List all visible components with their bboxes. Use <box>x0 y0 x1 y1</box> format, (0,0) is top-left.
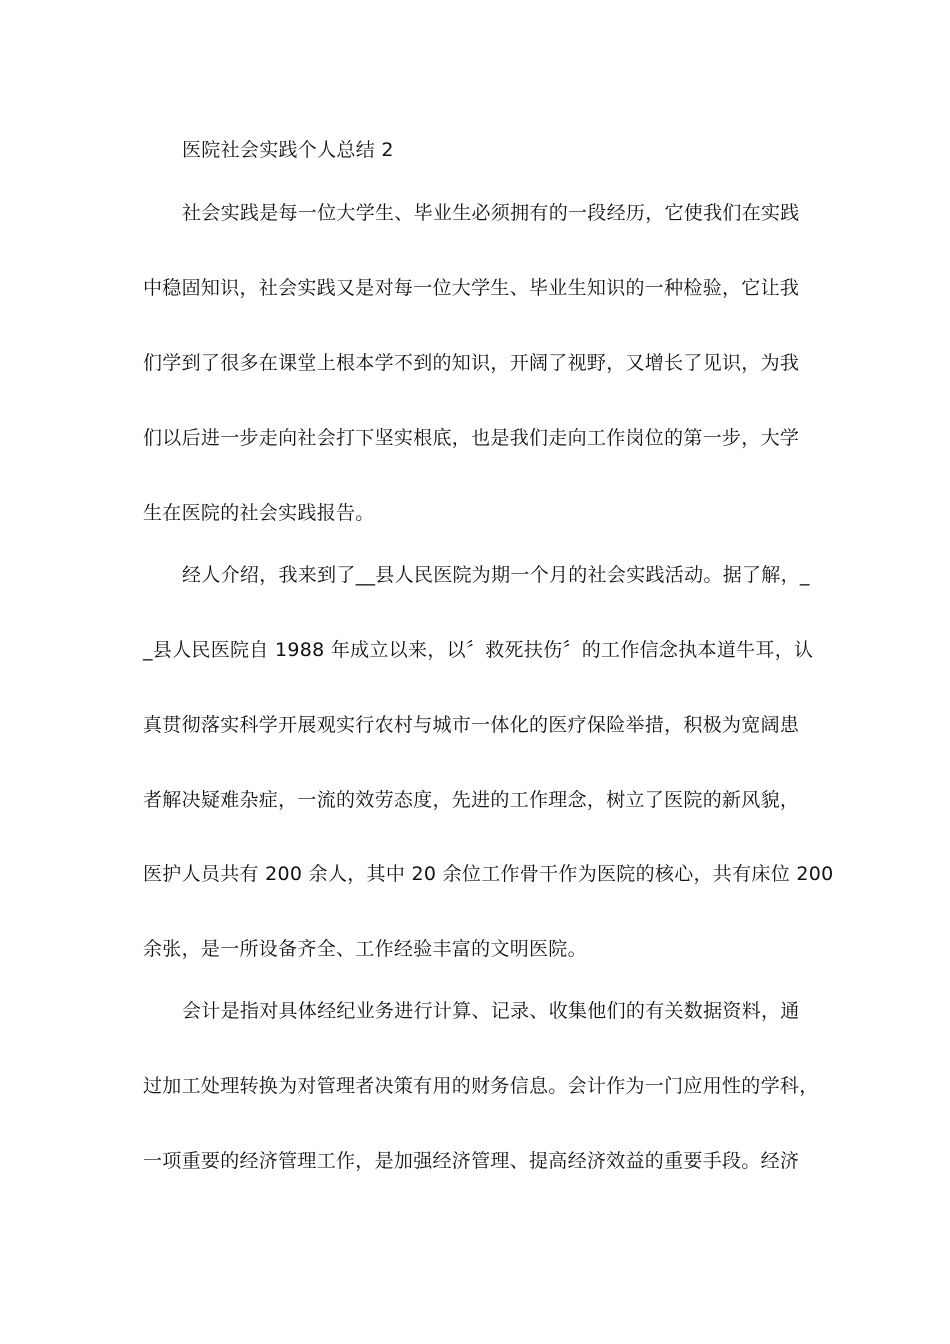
paragraph-1-line-4: 们以后进一步走向社会打下坚实根底，也是我们走向工作岗位的第一步，大学 <box>143 427 800 449</box>
paragraph-2-line-1: 经人介绍，我来到了__县人民医院为期一个月的社会实践活动。据了解，_ <box>182 564 810 586</box>
paragraph-2-line-5: 医护人员共有 200 余人，其中 20 余位工作骨干作为医院的核心，共有床位 200 <box>143 863 834 885</box>
paragraph-3-line-1: 会计是指对具体经纪业务进行计算、记录、收集他们的有关数据资料，通 <box>182 1000 800 1022</box>
paragraph-1-line-3: 们学到了很多在课堂上根本学不到的知识，开阔了视野，又增长了见识，为我 <box>143 352 800 374</box>
paragraph-1-line-1: 社会实践是每一位大学生、毕业生必须拥有的一段经历，它使我们在实践 <box>182 202 800 224</box>
paragraph-2-line-6: 余张，是一所设备齐全、工作经验丰富的文明医院。 <box>143 938 587 960</box>
paragraph-2-line-3: 真贯彻落实科学开展观实行农村与城市一体化的医疗保险举措，积极为宽阔患 <box>143 714 800 736</box>
paragraph-2-line-4: 者解决疑难杂症，一流的效劳态度，先进的工作理念，树立了医院的新风貌， <box>143 789 800 811</box>
paragraph-3-line-2: 过加工处理转换为对管理者决策有用的财务信息。会计作为一门应用性的学科， <box>143 1075 819 1097</box>
paragraph-1-line-2: 中稳固知识，社会实践又是对每一位大学生、毕业生知识的一种检验，它让我 <box>143 277 800 299</box>
document-title: 医院社会实践个人总结 2 <box>182 139 394 161</box>
paragraph-1-line-5: 生在医院的社会实践报告。 <box>143 502 375 524</box>
paragraph-2-line-2: _县人民医院自 1988 年成立以来，以〞救死扶伤〞的工作信念执本道牛耳，认 <box>143 639 814 661</box>
paragraph-3-line-3: 一项重要的经济管理工作，是加强经济管理、提高经济效益的重要手段。经济 <box>143 1150 800 1172</box>
